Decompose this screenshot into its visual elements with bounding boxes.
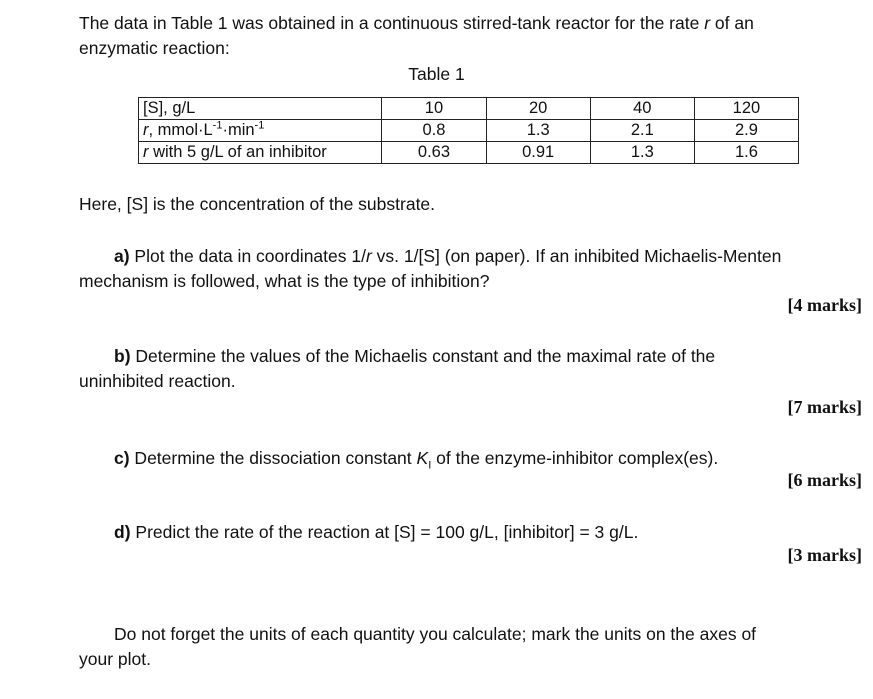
question-b [79,344,864,394]
table-cell: 20 [486,98,590,120]
question-c [79,446,864,471]
table-cell: 0.8 [382,120,486,142]
footer-line-1: Do not forget the units of each quantity you calculate; mark the units on the axes of [114,624,757,644]
question-d [79,520,864,545]
table-cell: 2.1 [590,120,694,142]
table-caption: Table 1 [408,64,465,84]
table-cell: 2.9 [694,120,798,142]
row-label-rate: r, $mmol\cdot L^{-1}\cdot\min^{-1}$ [139,120,382,142]
intro-line-2: enzymatic reaction: [79,38,230,58]
question-b-marks: [7 marks] [787,397,862,417]
question-d-marks: [3 marks] [787,545,862,565]
table-cell: 40 [590,98,694,120]
footer-note [79,622,864,672]
question-b-line-1: b) Determine the values of the Michaelis constant and the maximal rate of the [114,346,716,366]
question-a [79,244,864,294]
question-a-letter: a) [114,246,130,266]
table-row [139,98,799,120]
data-table [138,97,799,164]
question-c-letter: c) [114,448,130,468]
question-b-line-2: uninhibited reaction. [79,371,236,391]
table-cell: 120 [694,98,798,120]
row-label-inhibited-rate: r with 5 g/L of an inhibitor [139,142,382,164]
row-label-substrate: [S], g/L [139,98,382,120]
table-cell: 1.3 [590,142,694,164]
question-c-marks: [6 marks] [787,470,862,490]
table-row [139,120,799,142]
intro-line-1: The data in Table 1 was obtained in a continuous stirred-tank reactor for the rate r of an [79,13,754,33]
table-cell: 0.63 [382,142,486,164]
table-cell: 1.6 [694,142,798,164]
question-d-line-1: d) Predict the rate of the reaction at [S] = 100 g/L, [inhibitor] = 3 g/L. [114,522,639,542]
question-d-letter: d) [114,522,131,542]
table-cell: 1.3 [486,120,590,142]
question-b-letter: b) [114,346,131,366]
table-cell: 10 [382,98,486,120]
intro-paragraph [79,11,864,61]
question-c-line-1: c) Determine the dissociation constant $K_I$ of the enzyme-inhibitor complex(es). [114,448,719,472]
substrate-note: Here, [S] is the concentration of the substrate. [79,194,436,214]
question-a-marks: [4 marks] [787,295,862,315]
footer-line-2: your plot. [79,649,151,669]
question-a-line-2: mechanism is followed, what is the type of inhibition? [79,271,490,291]
question-a-line-1: a) Plot the data in coordinates 1/r vs. 1/[S] (on paper). If an inhibited Michaelis-Menten [114,246,782,266]
table-cell: 0.91 [486,142,590,164]
table-row [139,142,799,164]
